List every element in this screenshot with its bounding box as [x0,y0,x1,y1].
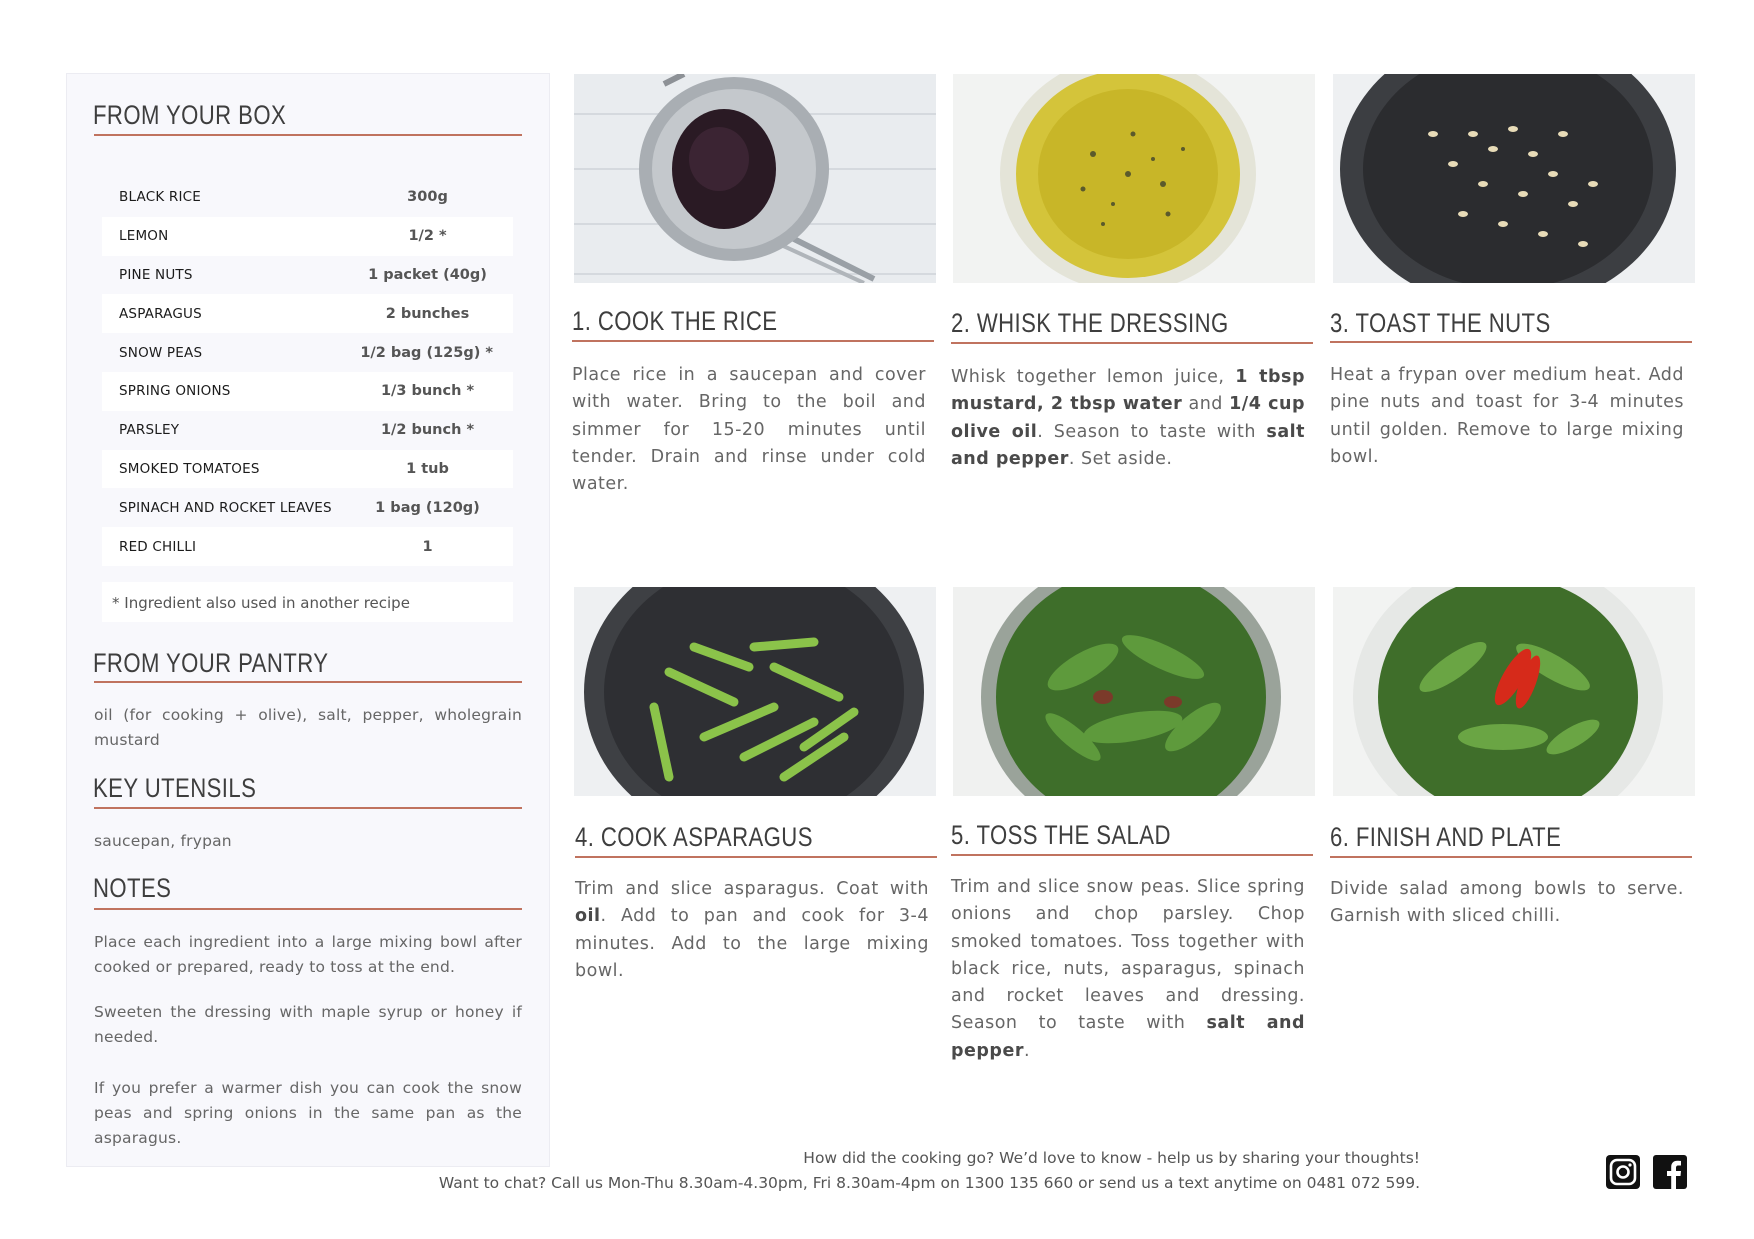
dressing-bowl-photo [953,74,1315,283]
section-divider [94,807,522,809]
ingredient-row [102,256,513,295]
ingredient-quantity: 2 bunches [385,305,470,322]
ingredient-name: LEMON [119,228,169,245]
step-6-title: 6. FINISH AND PLATE [1330,822,1562,852]
ingredient-quantity: 1 bag (120g) [375,499,480,516]
ingredient-name: RED CHILLI [119,538,197,555]
ingredient-name: PINE NUTS [119,266,193,283]
plated-salad-photo [1333,587,1695,796]
key-utensils-title: KEY UTENSILS [93,773,257,803]
feedback-text: How did the cooking go? We’d love to know - help us by sharing your thoughts! [803,1149,1420,1167]
ingredient-quantity: 1/2 bunch * [380,422,475,439]
notes-title: NOTES [93,873,172,903]
ingredient-quantity: 300g [407,189,448,206]
step-divider [1330,341,1692,343]
step-4-text: Trim and slice asparagus. Coat with oil. Add to pan and cook for 3-4 minutes. Add to the large mixing bowl. [575,879,929,981]
asparagus-pan-photo [574,587,936,796]
step-1-title: 1. COOK THE RICE [572,306,778,336]
note-3: If you prefer a warmer dish you can cook the snow peas and spring onions in the same pan as the asparagus. [94,1079,522,1147]
step-4-title: 4. COOK ASPARAGUS [575,822,813,852]
ingredient-name: BLACK RICE [119,189,201,206]
section-divider [94,134,522,136]
step-divider [1330,856,1692,858]
step-5-title: 5. TOSS THE SALAD [951,820,1171,850]
ingredients-table [102,178,513,566]
step-5-text: Trim and slice snow peas. Slice spring onions and chop parsley. Chop smoked tomatoes. Toss together with black rice, nuts, asparagus, spinach and rocket leaves and dressing. Season to taste with salt and pepper. [951,877,1305,1061]
section-divider [94,681,522,683]
ingredient-footnote: * Ingredient also used in another recipe [102,582,513,622]
step-6-text: Divide salad among bowls to serve. Garnish with sliced chilli. [1330,879,1684,927]
tossed-salad-bowl-photo [953,587,1315,796]
instagram-icon[interactable] [1605,1154,1641,1190]
ingredient-row [102,178,513,217]
step-divider [951,342,1313,344]
ingredient-row [102,450,513,489]
ingredient-quantity: 1/2 bag (125g) * [360,344,493,361]
ingredient-name: SPRING ONIONS [119,383,231,400]
ingredient-quantity: 1 tub [406,460,449,477]
ingredient-quantity: 1/3 bunch * [380,383,475,400]
step-divider [572,340,934,342]
step-3-title: 3. TOAST THE NUTS [1330,308,1551,338]
ingredient-row [102,217,513,256]
ingredient-row [102,333,513,372]
ingredient-name: SNOW PEAS [119,344,203,361]
from-your-pantry-title: FROM YOUR PANTRY [93,648,329,678]
ingredients-panel [66,73,550,1167]
ingredient-quantity: 1 [422,538,433,555]
ingredient-name: SMOKED TOMATOES [119,460,260,477]
ingredient-name: PARSLEY [119,422,180,439]
section-divider [94,908,522,910]
ingredient-name: SPINACH AND ROCKET LEAVES [119,499,332,516]
ingredient-row [102,372,513,411]
step-divider [951,854,1313,856]
ingredient-row [102,294,513,333]
pantry-text: oil (for cooking + olive), salt, pepper, wholegrain mustard [94,706,522,749]
step-2-text: Whisk together lemon juice, 1 tbsp mustard, 2 tbsp water and 1/4 cup olive oil. Season to taste with salt and pepper. Set aside. [951,367,1305,469]
ingredient-row [102,411,513,450]
rice-strainer-photo [574,74,936,283]
ingredient-quantity: 1 packet (40g) [368,266,487,283]
step-1-text: Place rice in a saucepan and cover with water. Bring to the boil and simmer for 15-20 minutes until tender. Drain and rinse under cold water. [572,365,926,495]
toasted-nuts-pan-photo [1333,74,1695,283]
step-3-text: Heat a frypan over medium heat. Add pine nuts and toast for 3-4 minutes until golden. Remove to large mixing bowl. [1330,365,1684,467]
from-your-box-title: FROM YOUR BOX [93,100,287,130]
facebook-icon[interactable] [1652,1154,1688,1190]
ingredient-row [102,488,513,527]
contact-text: Want to chat? Call us Mon-Thu 8.30am-4.30pm, Fri 8.30am-4pm on 1300 135 660 or send us a text anytime on 0481 072 599. [438,1174,1420,1192]
utensils-text: saucepan, frypan [94,832,232,850]
ingredient-name: ASPARAGUS [119,305,202,322]
ingredient-row [102,527,513,566]
ingredient-quantity: 1/2 * [408,228,447,245]
step-2-title: 2. WHISK THE DRESSING [951,308,1229,338]
note-2: Sweeten the dressing with maple syrup or honey if needed. [94,1003,522,1046]
step-divider [575,856,937,858]
note-1: Place each ingredient into a large mixing bowl after cooked or prepared, ready to toss at the end. [94,933,522,976]
